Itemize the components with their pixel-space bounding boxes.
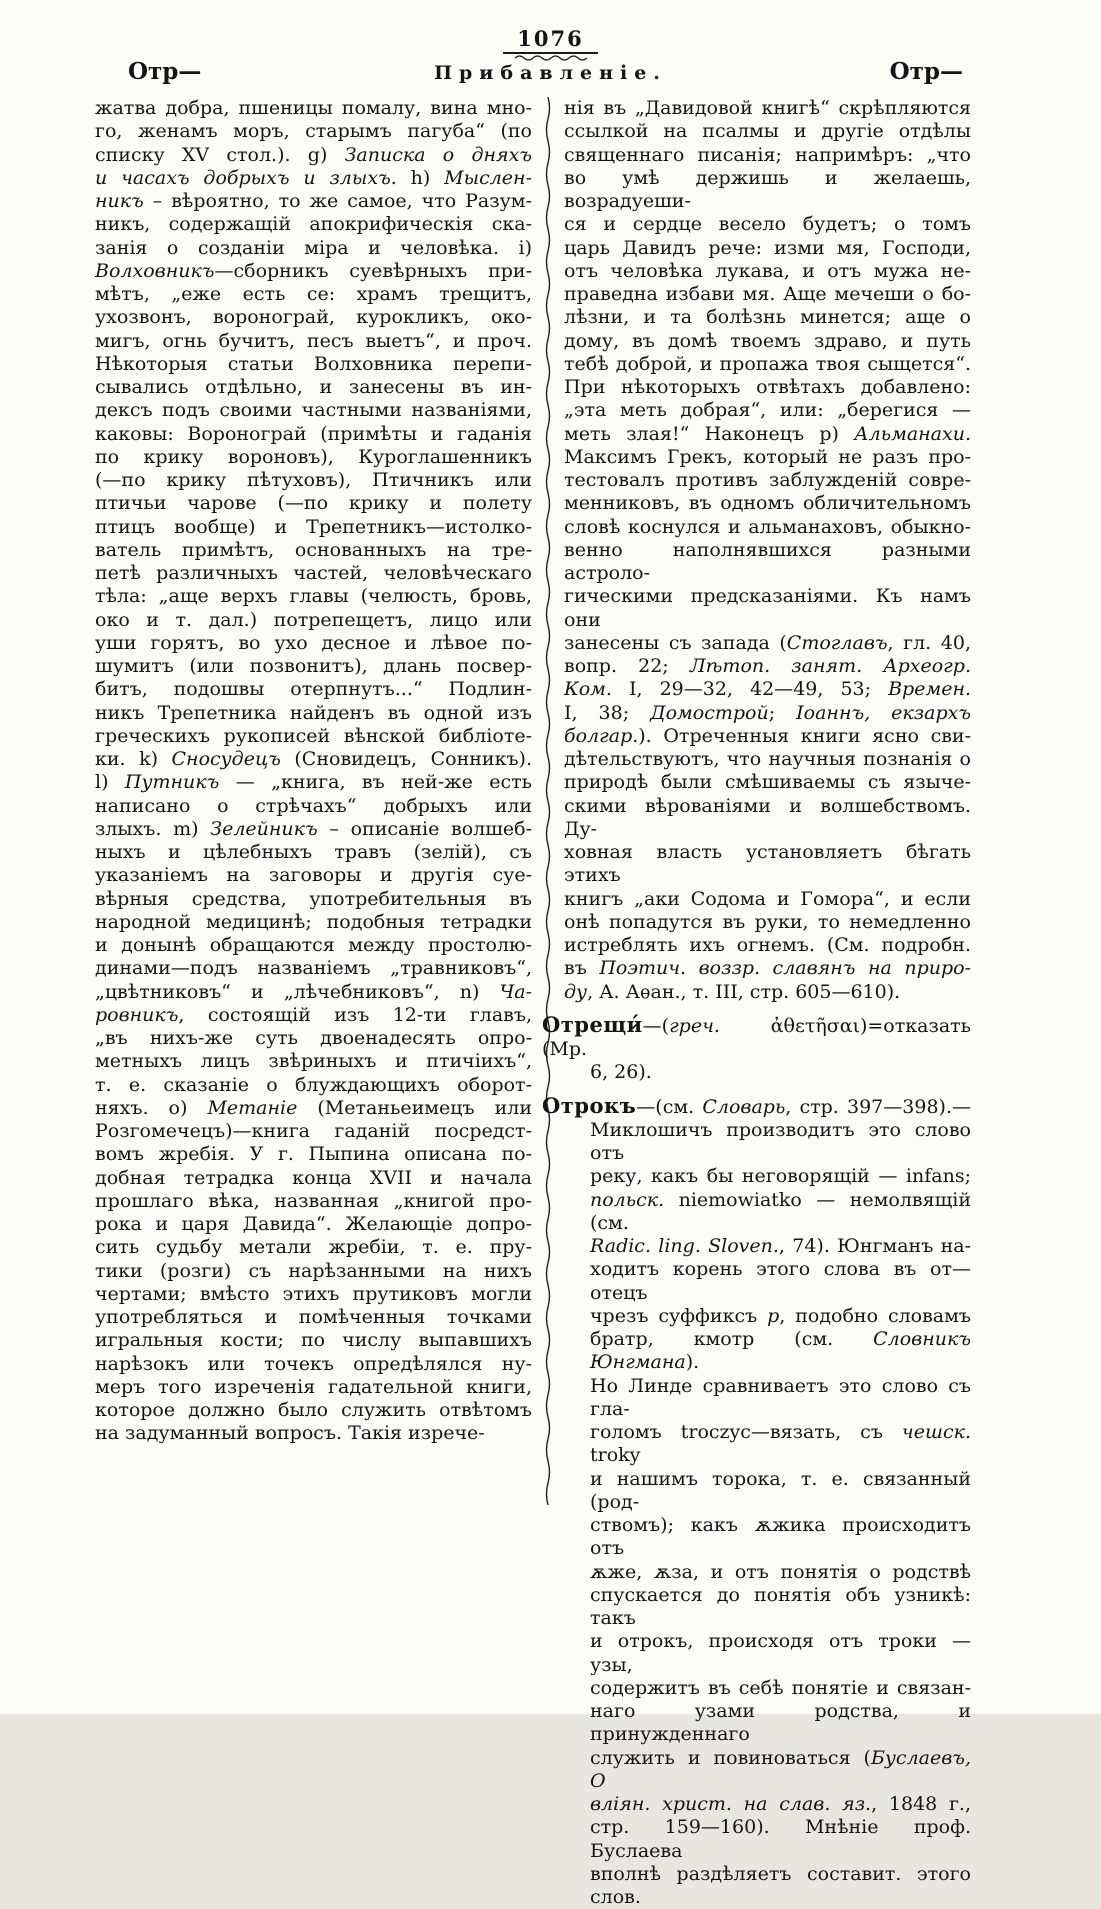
text-line: занесены съ запада (Стоглавъ, гл. 40, — [564, 632, 971, 655]
text-line: во умѣ держишь и желаешь, возрадуеши- — [564, 167, 971, 214]
text-line: рока и царя Давида“. Желающіе допро- — [95, 1213, 532, 1236]
dictionary-entry — [564, 1013, 971, 1085]
text-line: меть злая!“ Наконецъ p) Альманахи. — [564, 423, 971, 446]
text-line: нарѣзокъ или точекъ опредѣлялся ну- — [95, 1353, 532, 1376]
text-line: праведна избави мя. Аще мечеши о бо- — [564, 283, 971, 306]
text-line: въ Поэтич. воззр. славянъ на приро- — [564, 957, 971, 980]
text-line: При нѣкоторыхъ отвѣтахъ добавлено: — [564, 376, 971, 399]
text-line: шумитъ (или позвонитъ), длань посвер- — [95, 655, 532, 678]
text-line: греческихъ рукописей вѣнской библіоте- — [95, 725, 532, 748]
text-line: Миклошичъ производитъ это слово отъ — [590, 1119, 971, 1166]
text-line: голомъ troczyc—вязать, съ чешск. troky — [590, 1421, 971, 1468]
text-line: скими вѣрованіями и волшебствомъ. Ду- — [564, 795, 971, 842]
text-line: ствомъ); какъ ѫжика происходитъ отъ — [590, 1514, 971, 1561]
text-line: петѣ различныхъ частей, человѣческаго — [95, 562, 532, 585]
text-line: вопр. 22; Лѣтоп. занят. Археогр. — [564, 655, 971, 678]
text-line: вполнѣ раздѣляетъ составит. этого слов. — [590, 1863, 971, 1909]
text-line: народной медицинѣ; подобныя тетрадки — [95, 911, 532, 934]
text-line: ссылкой на псалмы и другіе отдѣлы — [564, 120, 971, 143]
text-line: няхъ. о) Метаніе (Метаньеимецъ или — [95, 1097, 532, 1120]
text-line: вѣрныя средства, употребительныя въ — [95, 888, 532, 911]
text-line: гическими предсказаніями. Къ намъ они — [564, 585, 971, 632]
text-line: Отрещи́—(греч. ἀθετῆσαι)=отказать (Мр. — [542, 1013, 971, 1062]
text-line: Волховникъ—сборникъ суевѣрныхъ при- — [95, 260, 532, 283]
text-line: „эта меть добрая“, или: „берегися — — [564, 399, 971, 422]
page-number-block — [0, 26, 1101, 61]
text-line: которое должно было служить отвѣтомъ — [95, 1399, 532, 1422]
text-line: спускается до понятія объ узникѣ: такъ — [590, 1584, 971, 1631]
text-line: занія о созданіи міра и человѣка. i) — [95, 237, 532, 260]
text-line: тестовалъ противъ заблужденій совре- — [564, 469, 971, 492]
text-line: отъ человѣка лукава, и отъ мужа не- — [564, 260, 971, 283]
text-line: Ком. I, 29—32, 42—49, 53; Времен. — [564, 678, 971, 701]
text-line: лѣзни, и та болѣзнь минется; аще о — [564, 306, 971, 329]
text-line: Максимъ Грекъ, который не разъ про- — [564, 446, 971, 469]
text-line: ся и сердце весело будетъ; о томъ — [564, 213, 971, 236]
text-line: Розгомечецъ)—книга гаданій посредст- — [95, 1120, 532, 1143]
text-line: тики (розги) съ нарѣзанными на нихъ — [95, 1260, 532, 1283]
paragraph-continuation — [564, 97, 971, 1004]
text-line: злыхъ. m) Зелейникъ – описаніе волшеб- — [95, 818, 532, 841]
running-header — [0, 58, 1101, 90]
text-line: „цвѣтниковъ“ и „лѣчебниковъ“, n) Ча- — [95, 981, 532, 1004]
text-line: словѣ коснулся и альманаховъ, обыкно- — [564, 516, 971, 539]
text-line: жатва добра, пшеницы помалу, вина мно- — [95, 97, 532, 120]
text-line: нія въ „Давидовой книгѣ“ скрѣпляются — [564, 97, 971, 120]
text-line: никъ – вѣроятно, то же самое, что Разум- — [95, 190, 532, 213]
text-line: дѣтельствуютъ, что научныя познанія о — [564, 748, 971, 771]
text-line: Но Линде сравниваетъ это слово съ гла- — [590, 1375, 971, 1422]
text-line: стр. 159—160). Мнѣніе проф. Буслаева — [590, 1816, 971, 1863]
text-line: по крику вороновъ), Куроглашенникъ — [95, 446, 532, 469]
text-line: наго узами родства, и принужденнаго — [590, 1700, 971, 1747]
text-line: ду, А. Аѳан., т. III, стр. 605—610). — [564, 981, 971, 1004]
text-line: дексъ подъ своими частными названіями, — [95, 399, 532, 422]
text-line: служить и повиноваться (Буслаевъ, О — [590, 1747, 971, 1794]
text-line: прошлаго вѣка, названная „книгой про- — [95, 1190, 532, 1213]
text-line: списку XV стол.). g) Записка о дняхъ — [95, 144, 532, 167]
text-line: (—по крику пѣтуховъ), Птичникъ или — [95, 469, 532, 492]
text-line: менниковъ, въ одномъ обличительномъ — [564, 492, 971, 515]
text-line: метныхъ лицъ звѣриныхъ и птичіихъ“, — [95, 1050, 532, 1073]
text-line: чрезъ суффиксъ р, подобно словамъ — [590, 1305, 971, 1328]
column-divider — [532, 97, 564, 1465]
text-line: и часахъ добрыхъ и злыхъ. h) Мыслен- — [95, 167, 532, 190]
text-line: царь Давидъ рече: изми мя, Господи, — [564, 237, 971, 260]
text-line: употребляться и помѣченныя точками — [95, 1306, 532, 1329]
text-line: и отрокъ, происходя отъ троки — узы, — [590, 1630, 971, 1677]
text-line: меръ того изреченія гадательной книги, — [95, 1376, 532, 1399]
text-line: тѣла: „аще верхъ главы (челюсть, бровь, — [95, 585, 532, 608]
text-line: на задуманный вопросъ. Такія изрече- — [95, 1422, 532, 1445]
text-line: священнаго писанія; напримѣръ: „что — [564, 144, 971, 167]
text-line: вомъ жребія. У г. Пыпина описана по- — [95, 1143, 532, 1166]
text-line: 6, 26). — [590, 1061, 971, 1084]
text-line: сывались отдѣльно, и занесены въ ин- — [95, 376, 532, 399]
text-line: птичьи чарове (—по крику и полету — [95, 492, 532, 515]
text-line: каковы: Воронограй (примѣты и гаданія — [95, 423, 532, 446]
text-columns — [95, 97, 971, 1909]
text-line: дому, въ домѣ твоемъ здраво, и путь — [564, 330, 971, 353]
text-line: Radic. ling. Sloven., 74). Юнгманъ на- — [590, 1235, 971, 1258]
text-line: польск. niemowiatko — немолвящій (см. — [590, 1189, 971, 1236]
text-line: сить судьбу метали жребіи, т. е. пру- — [95, 1236, 532, 1259]
text-line: ѫже, ѫза, и отъ понятія о родствѣ — [590, 1561, 971, 1584]
catchword-right: Отр— — [890, 58, 963, 85]
text-line: ухозвонъ, воронограй, курокликъ, око- — [95, 306, 532, 329]
paragraph-continuation — [95, 97, 532, 1446]
text-line: уши горятъ, во ухо десное и лѣвое по- — [95, 632, 532, 655]
text-line: ходитъ корень этого слова въ от—отецъ — [590, 1258, 971, 1305]
text-line: указаніемъ на заговоры и другія суе- — [95, 864, 532, 887]
text-line: игральныя кости; по числу выпавшихъ — [95, 1329, 532, 1352]
text-line: добная тетрадка конца XVII и начала — [95, 1167, 532, 1190]
text-line: l) Путникъ — „книга, въ ней-же есть — [95, 771, 532, 794]
text-line: Отрокъ—(см. Словарь, стр. 397—398).— — [542, 1094, 971, 1119]
right-column — [564, 97, 971, 1909]
text-line: и нашимъ торока, т. е. связанный (род- — [590, 1468, 971, 1515]
text-line: ватель примѣтъ, основанныхъ на тре- — [95, 539, 532, 562]
text-line: содержитъ въ себѣ понятіе и связан- — [590, 1677, 971, 1700]
text-line: чертами; вмѣсто этихъ прутиковъ могли — [95, 1283, 532, 1306]
text-line: братр, кмотр (см. Словникъ Юнгмана). — [590, 1328, 971, 1375]
text-line: болгар.). Отреченныя книги ясно сви- — [564, 725, 971, 748]
catchword-left: Отр— — [128, 58, 201, 85]
wavy-rule-path — [547, 97, 550, 1505]
text-line: написано о стрѣчахъ“ добрыхъ или — [95, 795, 532, 818]
text-line: ровникъ, состоящій изъ 12-ти главъ, — [95, 1004, 532, 1027]
wavy-rule-icon — [543, 97, 553, 1465]
text-line: ныхъ и цѣлебныхъ травъ (зелій), съ — [95, 841, 532, 864]
text-line: истреблять ихъ огнемъ. (См. подробн. — [564, 934, 971, 957]
dictionary-entry — [564, 1094, 971, 1909]
text-line: природѣ были смѣшиваемы съ языче- — [564, 771, 971, 794]
running-title: Прибавленіе. — [0, 62, 1101, 84]
text-line: ки. k) Сносудецъ (Сновидецъ, Сонникъ). — [95, 748, 532, 771]
text-line: и донынѣ обращаются между простолю- — [95, 934, 532, 957]
text-line: динами—подъ названіемъ „травниковъ“, — [95, 957, 532, 980]
text-line: мигъ, огнь бучитъ, песъ выетъ“, и проч. — [95, 330, 532, 353]
text-line: вліян. христ. на слав. яз., 1848 г., — [590, 1793, 971, 1816]
text-line: Нѣкоторыя статьи Волховника перепи- — [95, 353, 532, 376]
text-line: ховная власть установляетъ бѣгать этихъ — [564, 841, 971, 888]
text-line: I, 38; Домострой; Іоаннъ, екзархъ — [564, 702, 971, 725]
text-line: око и т. дал.) потрепещетъ, лицо или — [95, 609, 532, 632]
text-line: книгъ „аки Содома и Гомора“, и если — [564, 888, 971, 911]
text-line: онѣ попадутся въ руки, то немедленно — [564, 911, 971, 934]
text-line: тебѣ доброй, и пропажа твоя сыщется“. — [564, 353, 971, 376]
text-line: мѣтъ, „еже есть се: храмъ трещитъ, — [95, 283, 532, 306]
text-line: реку, какъ бы неговорящій — infans; — [590, 1165, 971, 1188]
left-column — [95, 97, 532, 1446]
text-line: т. е. сказаніе о блуждающихъ оборот- — [95, 1074, 532, 1097]
text-line: венно наполнявшихся разными астроло- — [564, 539, 971, 586]
text-line: „въ нихъ-же суть двоенадесять опро- — [95, 1027, 532, 1050]
text-line: никъ Трепетника найденъ въ одной изъ — [95, 702, 532, 725]
text-line: птицъ вообще) и Трепетникъ—истолко- — [95, 516, 532, 539]
text-line: го, женамъ моръ, старымъ пагуба“ (по — [95, 120, 532, 143]
text-line: битъ, подошвы отерпнутъ...“ Подлин- — [95, 678, 532, 701]
page-number: 1076 — [503, 26, 597, 54]
text-line: никъ, содержащій апокрифическія ска- — [95, 213, 532, 236]
